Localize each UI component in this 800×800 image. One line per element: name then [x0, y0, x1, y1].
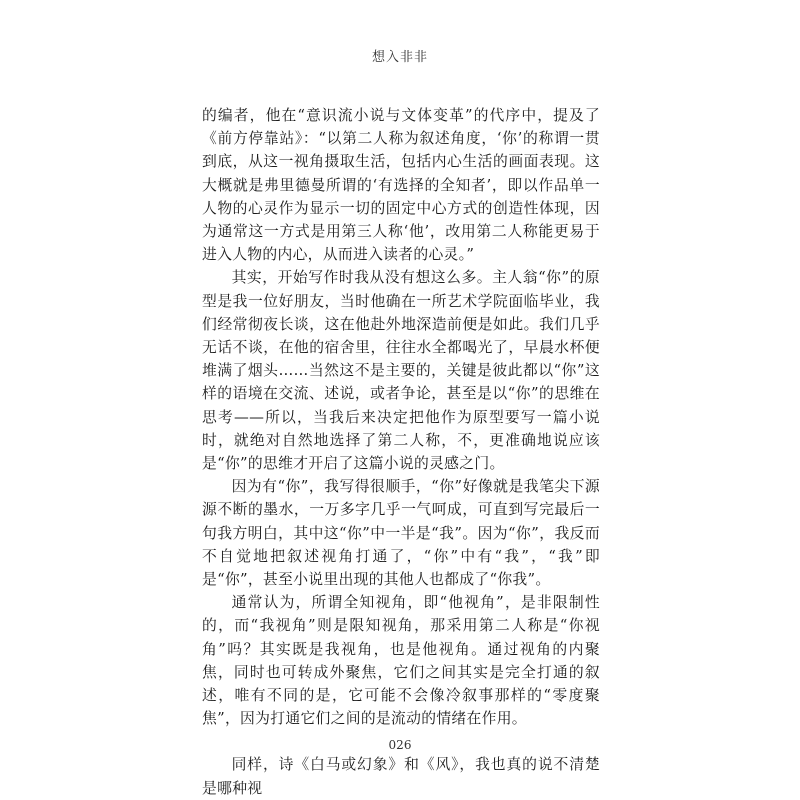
body-text — [202, 104, 600, 800]
paragraph: 其实，开始写作时我从没有想这么多。主人翁“你”的原型是我一位好朋友，当时他确在一所艺术学院面临毕业，我们经常彻夜长谈，这在他赴外地深造前便是如此。我们几乎无话不谈，在他的宿舍里，往往水全都喝光了，早晨水杯便堆满了烟头……当然这不是主要的，关键是彼此都以“你”这样的语境在交流、述说，或者争论，甚至是以“你”的思维在思考——所以，当我后来决定把他作为原型要写一篇小说时，就绝对自然地选择了第二人称，不，更准确地说应该是“你”的思维才开启了这篇小说的灵感之门。 — [202, 269, 600, 473]
paragraph: 同样，诗《白马或幻象》和《风》，我也真的说不清楚是哪种视 — [202, 756, 600, 797]
paragraph: 因为有“你”，我写得很顺手，“你”好像就是我笔尖下源源不断的墨水，一万多字几乎一气呵成，可直到写完最后一句我方明白，其中这“你”中一半是“我”。因为“你”，我反而不自觉地把叙述视角打通了，“你”中有“我”，“我”即是“你”，甚至小说里出现的其他人也都成了“你我”。 — [202, 478, 600, 589]
page-number: 026 — [388, 738, 412, 752]
running-head: 想入非非 — [371, 50, 428, 65]
paragraph: 通常认为，所谓全知视角，即“他视角”，是非限制性的，而“我视角”则是限知视角，那采用第二人称是“你视角”吗？其实既是我视角，也是他视角。通过视角的内聚焦，同时也可转成外聚焦，它们之间其实是完全打通的叙述，唯有不同的是，它可能不会像冷叙事那样的“零度聚焦”，因为打通它们之间的是流动的情绪在作用。 — [202, 594, 600, 728]
paragraph-continued: 的编者，他在“意识流小说与文体变革”的代序中，提及了《前方停靠站》：“以第二人称为叙述角度，‘你’的称谓一贯到底，从这一视角摄取生活，包括内心生活的画面表现。这大概就是弗里德曼所谓的‘有选择的全知者’，即以作品单一人物的心灵作为显示一切的固定中心方式的创造性体现，因为通常这一方式是用第三人称‘他’，改用第二人称能更易于进入人物的内心，从而进入读者的心灵。” — [202, 107, 600, 264]
